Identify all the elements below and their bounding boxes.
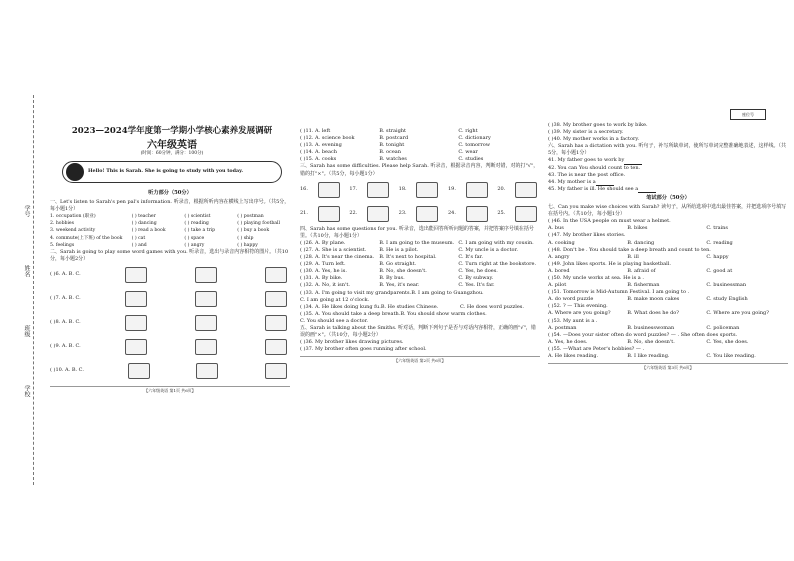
q1-cell: ( ) teacher (131, 214, 156, 220)
question-cell: C. My uncle is a doctor. (458, 246, 518, 253)
question-cell: C. Yes. It's far. (458, 282, 495, 289)
question-row (548, 254, 788, 261)
question-row (548, 303, 788, 310)
question-cell: C. happy (706, 253, 729, 260)
question-cell: A. Yes, he does. (548, 338, 588, 345)
q1-cell: ( ) and (131, 242, 147, 248)
question-cell: C. Yes, he does. (458, 268, 498, 275)
picture (466, 206, 488, 222)
q1-cell: ( ) happy (237, 242, 258, 248)
question-cell: ( )26. A. By plane. (300, 239, 346, 246)
seat-number-box: 座位号 (730, 109, 766, 120)
q2-row (50, 335, 290, 359)
q3-number: 17. (349, 186, 358, 193)
q1-cell: ( ) cat (131, 235, 146, 241)
q5-row: ( )37. My brother often goes running after school. (300, 346, 427, 353)
binding-label-id: 学号 (23, 205, 30, 217)
picture (416, 206, 438, 222)
q5-intro: 五、Sarah is talking about the Smiths. 听对话，判断下列句子是否与对话内容相符，正确的画"√"，错误的画"×"。（共10分，每小题2分） (300, 324, 536, 339)
question-cell: B. make moon cakes (627, 296, 680, 303)
q2-label: ( )10. A. B. C. (50, 367, 84, 374)
q3-intro: 三、Sarah has some difficulties. Please help Sarah. 听录音，根据录音内容，判断对错，对的打"√"，错的打"×"。（共5分，每小题1分） (300, 163, 539, 177)
question-cell: B. He is a pilot. (379, 246, 419, 253)
question-cell: A. Where are you going? (548, 310, 611, 317)
picture (318, 182, 340, 198)
option-row (300, 149, 540, 156)
question-cell: A. cooking (548, 239, 575, 246)
q6-row (548, 157, 788, 164)
question-cell: ( )50. My uncle works at sea. He is a . (548, 274, 644, 281)
question-cell: C. Turn right at the bookstore. (458, 261, 537, 268)
listening-section-title: 听力部分（50分） (148, 190, 192, 196)
question-cell: ( )33. A. I'm going to visit my grandparents. (300, 289, 412, 296)
answer-blank[interactable] (624, 157, 642, 164)
question-cell: ( )29. A. Turn left. (300, 261, 346, 268)
question-cell: ( )35. A. You should take a deep breath. (300, 310, 401, 317)
option-picture-b (196, 363, 218, 379)
option-picture-c (265, 363, 287, 379)
q5-row: ( )36. My brother likes drawing pictures. (300, 339, 404, 346)
page-footer: 【六年级英语 第2页 共6页】 (300, 356, 540, 364)
q1-row (50, 235, 290, 242)
question-row (548, 332, 788, 339)
option-cell: ( )14. A. beach (300, 149, 337, 156)
question-cell: C. You like reading. (706, 353, 756, 359)
q2-label: ( )7. A. B. C. (50, 295, 81, 302)
question-cell: ( )28. A. It's near the cinema. (300, 254, 375, 261)
q1-row (50, 227, 290, 234)
picture (515, 206, 537, 222)
question-row (548, 289, 788, 296)
question-cell: ( )34. A. He likes doing kung fu. (300, 303, 381, 310)
option-cell: B. postcard (379, 135, 409, 142)
option-cell: C. tomorrow (458, 142, 491, 149)
question-cell: B. fisherman (627, 282, 660, 289)
option-picture-c (265, 291, 287, 307)
question-row (548, 325, 788, 332)
option-picture-b (195, 315, 217, 331)
page-footer: 【六年级英语 第1页 共6页】 (50, 386, 290, 394)
q3-number: 16. (300, 186, 308, 193)
question-cell: A. do word puzzle (548, 296, 594, 303)
option-picture-b (195, 291, 217, 307)
picture (515, 182, 537, 198)
column-3 (548, 122, 788, 498)
q6-text: 42. You can You should count to ten. (548, 164, 641, 171)
q6-row (548, 186, 788, 193)
q3-number: 24. (447, 210, 456, 217)
q1-cell: ( ) scientist (184, 214, 211, 220)
question-cell: B. I like reading. (627, 353, 670, 359)
q2-row (50, 287, 290, 311)
question-cell: C. It's far. (458, 254, 483, 261)
question-cell: B. By bus. (379, 275, 405, 282)
answer-blank[interactable] (596, 179, 614, 186)
question-row (548, 318, 788, 325)
question-cell: A. bus (548, 225, 564, 232)
option-picture-a (125, 267, 147, 283)
column-1 (50, 188, 290, 498)
page-footer: 【六年级英语 第3页 共6页】 (548, 363, 788, 371)
exam-meta: (时间：60分钟，满分：100分) (140, 151, 204, 156)
q2-label: ( )9. A. B. C. (50, 343, 81, 350)
q2-row (50, 311, 290, 335)
question-cell: B. Go straight. (379, 261, 417, 268)
question-cell: ( )32. A. No, it isn't. (300, 282, 350, 289)
question-row (300, 297, 540, 304)
option-cell: C. dictionary (458, 135, 491, 142)
q6-intro: 六、Sarah has a dictation with you. 听句子，补写所缺单词，使所写单词完整准确地表述，这样线。（共5分，每小题1分） (548, 143, 786, 157)
question-cell: C. policeman (706, 324, 740, 331)
q1-cell: ( ) take a trip (184, 228, 216, 234)
question-cell: ( )46. In the USA people on must wear a helmet. (548, 218, 671, 225)
option-cell: B. straight (379, 128, 407, 134)
option-picture-a (125, 339, 147, 355)
option-cell: C. studies (458, 156, 484, 163)
option-picture-c (265, 315, 287, 331)
question-cell: ( )53. My aunt is a . (548, 317, 598, 324)
q1-cell: ( ) angry (184, 242, 205, 248)
q1-grid (50, 213, 290, 248)
q4-list (300, 240, 540, 325)
question-cell: B. He studies Chinese. (380, 303, 439, 310)
q1-cell: ( ) buy a book (237, 228, 270, 234)
question-row (300, 282, 540, 289)
q6-text: 45. My father is ill. He should see a (548, 185, 639, 192)
question-cell: A. angry (548, 253, 570, 260)
q1-cell: 1. occupation (职业) (50, 214, 96, 220)
q3-number: 19. (447, 186, 456, 193)
question-row (548, 339, 788, 346)
column-2 (300, 128, 540, 498)
q6-row (548, 172, 788, 179)
question-cell: B. Yes, it's near. (379, 282, 420, 289)
banner-text: Hello! This is Sarah. She is going to study with you today. (88, 168, 243, 174)
question-cell: C. businessman (706, 282, 747, 289)
exam-subtitle: 六年级英语 (147, 140, 197, 151)
option-picture-a (128, 363, 150, 379)
q3-number: 18. (398, 186, 407, 193)
q1-row (50, 242, 290, 249)
question-cell: C. I am going at 12 o'clock. (300, 296, 370, 303)
question-row (300, 240, 540, 247)
picture (318, 206, 340, 222)
option-cell: ( )12. A. science book (300, 135, 355, 142)
q3-number: 25. (497, 210, 506, 217)
option-cell: ( )11. A. left (300, 128, 331, 134)
question-cell: C. I am going with my cousin. (458, 239, 534, 246)
question-cell: B. No, she doesn't. (627, 338, 675, 345)
question-cell: ( )51. Tomorrow is Mid-Autumn Festival. I am going to . (548, 289, 690, 296)
question-cell: B. businesswoman (627, 324, 675, 331)
q1-row (50, 213, 290, 220)
q1-cell: 3. weekend activity (50, 228, 96, 234)
question-cell: B. ill (627, 253, 639, 260)
question-row (548, 261, 788, 268)
question-cell: B. No, she doesn't. (379, 268, 427, 275)
option-cell: B. tonight (379, 142, 405, 149)
question-cell: A. He likes reading. (548, 353, 599, 359)
question-cell: C. study English (706, 296, 748, 303)
question-cell: ( )31. A. By bike. (300, 275, 343, 282)
q1-intro: 一、Let's listen to Sarah's pen pal's information. 听录音，根据所听内容在横线上写出序号。（共5分，每小题1分） (50, 199, 290, 213)
binding-margin (0, 0, 40, 561)
option-picture-c (265, 339, 287, 355)
question-row (300, 311, 540, 318)
option-picture-b (195, 339, 217, 355)
question-row (300, 247, 540, 254)
q6-text: 44. My mother is a (548, 178, 596, 185)
question-cell: B. dancing (627, 239, 655, 246)
option-cell: C. wear (458, 149, 478, 156)
question-cell: ( )54. —Does your sister often do word puzzles? — . She often does sports. (548, 331, 738, 338)
option-cell: ( )13. A. evening (300, 142, 342, 149)
q3-picture-row (300, 178, 540, 202)
question-cell: ( )27. A. She is a scientist. (300, 246, 367, 253)
binding-dashed-line (33, 95, 34, 485)
q-row: ( )38. My brother goes to work by bike. (548, 122, 648, 128)
option-picture-c (265, 267, 287, 283)
question-cell: C. trains (706, 225, 728, 232)
question-row (548, 218, 788, 225)
question-cell: A. postman (548, 324, 577, 331)
question-cell: B. You should show warm clothes. (400, 310, 487, 317)
option-cell: C. right (458, 128, 478, 134)
question-cell: C. He does word puzzles. (460, 303, 524, 310)
question-row (548, 247, 788, 254)
q2-label: ( )6. A. B. C. (50, 271, 81, 278)
binding-label-class: 班级 (23, 325, 30, 337)
q4-intro: 四、Sarah has some questions for you. 听录音，选出能回答所听问题的答案，并把答案序号填在括号里。（共10分，每小题1分） (300, 225, 534, 239)
question-cell: B. bikes (627, 225, 648, 232)
question-row (548, 310, 788, 317)
q6-text: 43. The is near the post office. (548, 171, 626, 178)
q1-cell: 2. hobbies (50, 221, 74, 227)
question-row (548, 240, 788, 247)
q1-cell: 4. commute(上下班) of the book (50, 235, 123, 241)
q2-row (50, 359, 290, 383)
question-cell: ( )47. My brother likes stories. (548, 232, 626, 239)
exam-title: 2023—2024学年度第一学期小学核心素养发展调研 (71, 126, 273, 136)
q3-number: 23. (398, 210, 407, 217)
q1-cell: ( ) reading (184, 221, 209, 227)
question-cell: B. I am going to Guangzhou. (411, 289, 484, 296)
picture (367, 206, 389, 222)
question-cell: ( )49. John likes sports. He is playing basketball. (548, 260, 671, 267)
q1-cell: ( ) space (184, 235, 205, 241)
picture (416, 182, 438, 198)
q2-intro: 二、Sarah is going to play some word games with you. 听录音，选出与录音内容相符的图片。（共10分，每小题2分） (50, 248, 289, 262)
question-cell: ( )48. Don't be . You should take a deep breath and count to ten. (548, 246, 711, 253)
binding-label-name: 姓名 (23, 265, 30, 277)
q3-number: 21. (300, 210, 308, 217)
option-picture-b (195, 267, 217, 283)
q6-row (548, 179, 788, 186)
q1-row (50, 220, 290, 227)
q6-row (548, 165, 788, 172)
question-cell: ( )55. —What are Peter's hobbies? — . (548, 345, 645, 352)
question-row (548, 232, 788, 239)
question-cell: B. afraid of (627, 267, 656, 274)
q1-cell: ( ) playing football (237, 221, 280, 227)
question-cell: B. What does he do? (627, 310, 679, 317)
q1-cell: 5. feelings (50, 242, 75, 248)
option-cell: B. watches (379, 156, 407, 163)
q1-cell: ( ) postman (237, 214, 264, 220)
q2-label: ( )8. A. B. C. (50, 319, 81, 326)
option-cell: ( )15. A. cooks (300, 156, 337, 163)
q7-intro: 七、Can you make wise choices with Sarah? 读句子，从所给选项中选出最佳答案，并把选项序号填写在括号内。（共10分，每小题1分） (548, 204, 787, 218)
picture (367, 182, 389, 198)
question-row (300, 290, 540, 297)
q-row: ( )39. My sister is a secretary. (548, 129, 624, 136)
question-cell: C. Where are you going? (706, 310, 769, 317)
answer-blank[interactable] (638, 186, 656, 193)
question-cell: ( )30. A. Yes, he is. (300, 268, 347, 275)
option-cell: B. ocean (379, 149, 402, 156)
q2-row (50, 263, 290, 287)
binding-label-school: 学校 (23, 385, 30, 397)
option-picture-a (125, 291, 147, 307)
sarah-avatar (66, 163, 84, 181)
q1-cell: ( ) ship (237, 235, 254, 241)
q6-text: 41. My father goes to work by (548, 157, 625, 164)
question-row (548, 275, 788, 282)
question-cell: A. pilot (548, 282, 567, 289)
question-cell: B. I am going to the museum. (379, 239, 455, 246)
question-row (300, 318, 540, 325)
q3-number: 20. (497, 186, 506, 193)
question-cell: C. You should see a doctor. (300, 317, 369, 324)
q1-cell: ( ) dancing (131, 221, 157, 227)
question-cell: ( )52. ? — This evening. (548, 303, 608, 310)
question-cell: C. good at (706, 267, 733, 274)
question-cell: C. Yes, she does. (706, 338, 749, 345)
q3-picture-row (300, 202, 540, 226)
writing-section-title: 笔试部分（50分） (646, 194, 690, 201)
question-cell: B. It's next to hospital. (379, 254, 437, 261)
question-cell: C. By subway. (458, 275, 494, 282)
q3-number: 22. (349, 210, 358, 217)
q7-list (548, 218, 788, 360)
q1-cell: ( ) read a book (131, 228, 166, 234)
question-cell: C. reading (706, 239, 733, 246)
question-row (548, 346, 788, 353)
question-cell: A. bored (548, 267, 570, 274)
option-picture-a (125, 315, 147, 331)
picture (466, 182, 488, 198)
question-row (300, 304, 540, 311)
q-row: ( )40. My mother works in a factory. (548, 136, 640, 143)
question-row (548, 353, 788, 360)
question-row (548, 268, 788, 275)
